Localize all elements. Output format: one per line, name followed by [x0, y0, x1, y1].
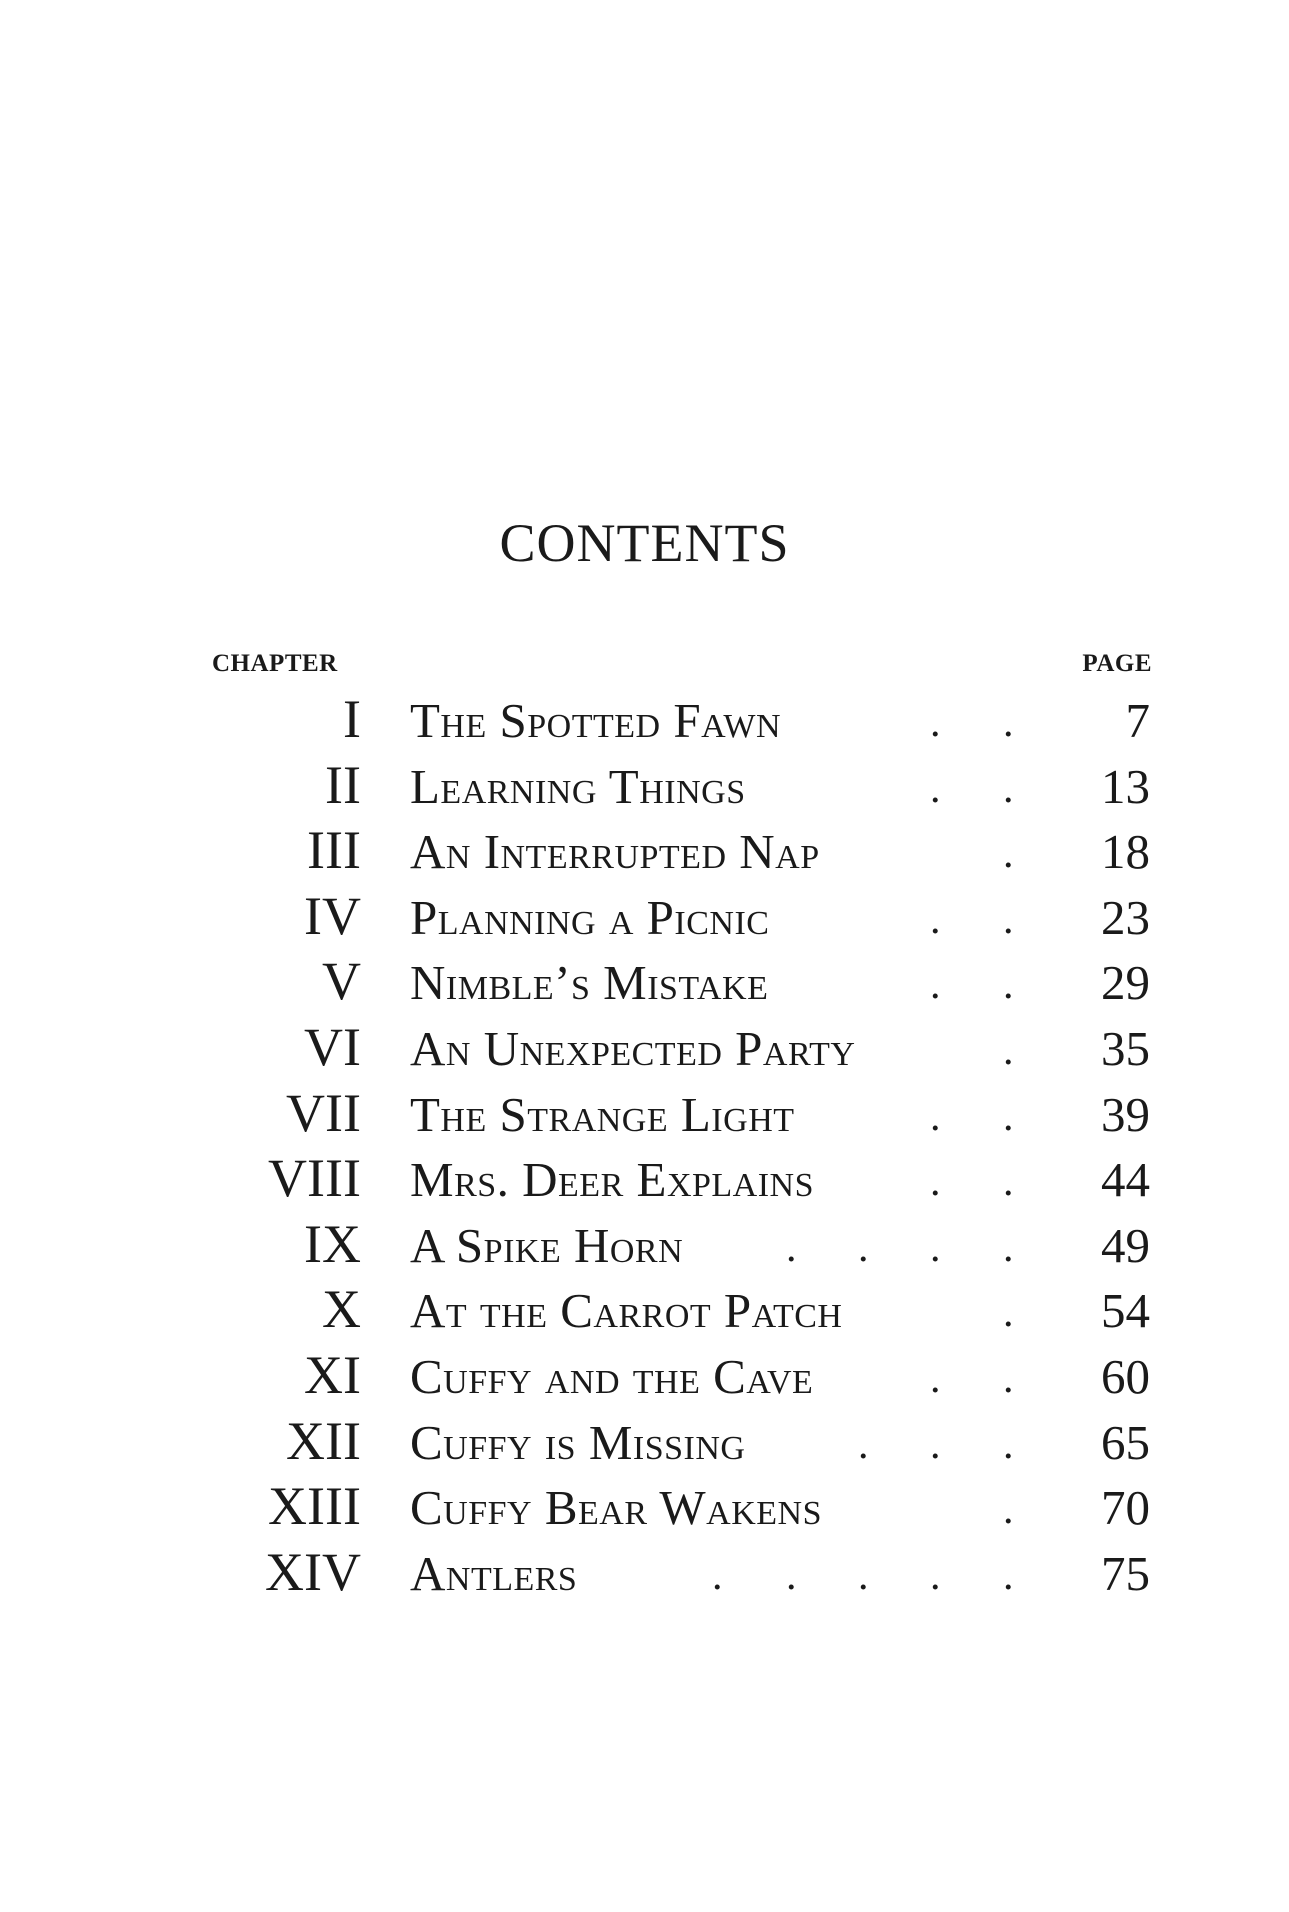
leader-dot: .	[786, 1224, 797, 1271]
leader-dot: .	[930, 962, 941, 1009]
chapter-numeral: X	[322, 1279, 361, 1340]
chapter-page-number: 65	[1101, 1414, 1150, 1470]
toc-row	[0, 1147, 1289, 1213]
chapter-numeral: III	[307, 820, 361, 881]
chapter-title: An Interrupted Nap	[410, 824, 820, 880]
leader-dot: .	[930, 1224, 941, 1271]
chapter-numeral: XII	[286, 1410, 361, 1471]
chapter-page-number: 23	[1101, 889, 1150, 945]
chapter-page-number: 49	[1101, 1217, 1150, 1273]
chapter-numeral: VI	[304, 1016, 361, 1077]
leader-dot: .	[1003, 1290, 1014, 1337]
chapter-page-number: 29	[1101, 955, 1150, 1011]
chapter-numeral: IV	[304, 885, 361, 946]
chapter-title: A Spike Horn	[410, 1217, 684, 1273]
chapter-page-number: 39	[1101, 1086, 1150, 1142]
chapter-numeral: XIII	[268, 1476, 361, 1537]
chapter-page-number: 70	[1101, 1480, 1150, 1536]
toc-row	[0, 950, 1289, 1016]
leader-dot: .	[858, 1224, 869, 1271]
leader-dot: .	[1003, 1159, 1014, 1206]
toc-row	[0, 1541, 1289, 1607]
chapter-page-number: 60	[1101, 1348, 1150, 1404]
leader-dot: .	[1003, 1552, 1014, 1599]
toc-row	[0, 754, 1289, 820]
chapter-numeral: VII	[286, 1082, 361, 1143]
chapter-title: Cuffy and the Cave	[410, 1348, 814, 1404]
chapter-title: The Spotted Fawn	[410, 693, 782, 748]
leader-dot: .	[1003, 1027, 1014, 1074]
leader-dot: .	[1003, 1487, 1014, 1534]
toc-row	[0, 885, 1289, 951]
chapter-title: Cuffy Bear Wakens	[410, 1480, 822, 1536]
chapter-numeral: V	[322, 951, 361, 1012]
leader-dot: .	[930, 700, 941, 746]
chapter-title: An Unexpected Party	[410, 1020, 856, 1076]
chapter-title: Antlers	[410, 1545, 578, 1601]
table-of-contents	[0, 688, 1289, 1606]
chapter-page-number: 35	[1101, 1020, 1150, 1076]
page-column-header: PAGE	[1082, 650, 1152, 677]
leader-dot: .	[1003, 1093, 1014, 1140]
leader-dot: .	[930, 1355, 941, 1402]
chapter-page-number: 75	[1101, 1545, 1150, 1601]
toc-row	[0, 1278, 1289, 1344]
toc-row	[0, 688, 1289, 754]
chapter-numeral: XI	[304, 1344, 361, 1405]
leader-dot: .	[712, 1552, 723, 1599]
chapter-title: At the Carrot Patch	[410, 1283, 843, 1339]
chapter-title: Learning Things	[410, 758, 746, 814]
leader-dot: .	[858, 1421, 869, 1468]
leader-dot: .	[1003, 1421, 1014, 1468]
chapter-numeral: II	[325, 754, 361, 815]
leader-dot: .	[786, 1552, 797, 1599]
leader-dot: .	[1003, 1355, 1014, 1402]
toc-row	[0, 1213, 1289, 1279]
toc-row	[0, 1082, 1289, 1148]
leader-dot: .	[930, 896, 941, 943]
toc-row	[0, 1410, 1289, 1476]
chapter-title: Nimble’s Mistake	[410, 955, 769, 1011]
page-title: CONTENTS	[499, 513, 790, 573]
chapter-numeral: XIV	[265, 1541, 361, 1602]
toc-row	[0, 1016, 1289, 1082]
leader-dot: .	[858, 1552, 869, 1599]
leader-dot: .	[1003, 1224, 1014, 1271]
leader-dot: .	[1003, 896, 1014, 943]
leader-dot: .	[930, 1093, 941, 1140]
toc-row	[0, 1475, 1289, 1541]
chapter-numeral: VIII	[268, 1148, 361, 1209]
leader-dot: .	[930, 1552, 941, 1599]
chapter-numeral: IX	[304, 1213, 361, 1274]
leader-dot: .	[1003, 700, 1014, 746]
chapter-page-number: 54	[1101, 1283, 1150, 1339]
leader-dot: .	[1003, 765, 1014, 812]
leader-dot: .	[930, 1421, 941, 1468]
toc-row	[0, 1344, 1289, 1410]
leader-dot: .	[930, 765, 941, 812]
chapter-title: Cuffy is Missing	[410, 1414, 746, 1470]
leader-dot: .	[930, 1159, 941, 1206]
chapter-page-number: 44	[1101, 1152, 1150, 1208]
chapter-numeral: I	[343, 689, 361, 749]
chapter-title: Mrs. Deer Explains	[410, 1152, 815, 1208]
leader-dot: .	[1003, 962, 1014, 1009]
leader-dot: .	[1003, 831, 1014, 878]
chapter-page-number: 18	[1101, 824, 1150, 880]
toc-row	[0, 819, 1289, 885]
chapter-page-number: 13	[1101, 758, 1150, 814]
chapter-title: Planning a Picnic	[410, 889, 770, 945]
chapter-page-number: 7	[1125, 693, 1150, 748]
chapter-title: The Strange Light	[410, 1086, 795, 1142]
chapter-column-header: CHAPTER	[212, 650, 338, 677]
